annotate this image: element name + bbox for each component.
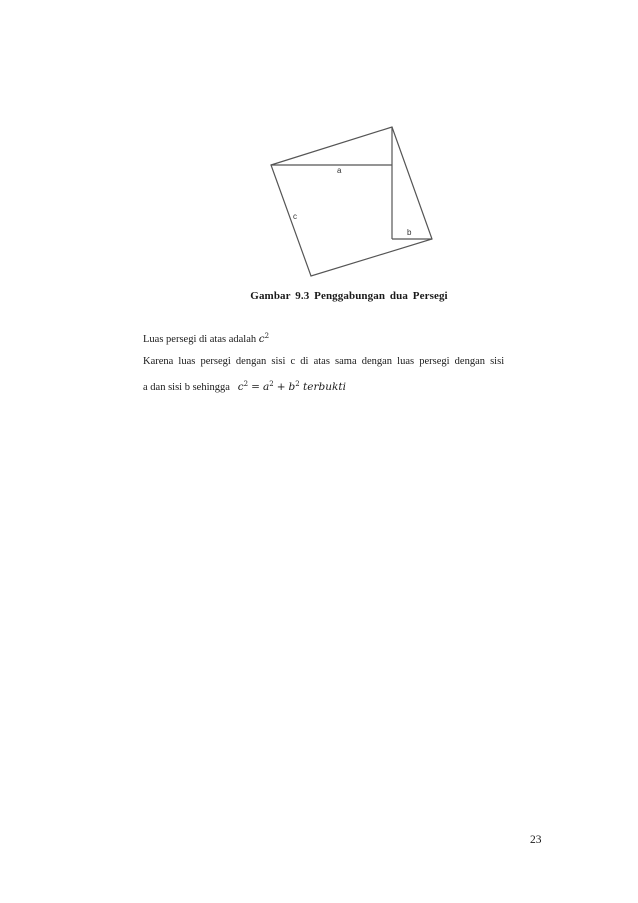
text-line-1 bbox=[143, 332, 269, 345]
figure-caption: Gambar 9.3 Penggabungan dua Persegi bbox=[250, 290, 448, 302]
combined-squares-figure bbox=[0, 0, 638, 290]
math-c-squared bbox=[259, 333, 269, 345]
eq-equals: = bbox=[251, 381, 260, 393]
eq-exp-a: 2 bbox=[269, 380, 274, 388]
eq-var-b: b bbox=[288, 381, 296, 393]
tilted-square-outline bbox=[271, 127, 432, 276]
pythagoras-equation bbox=[238, 381, 346, 393]
text-line-2: Karena luas persegi dengan sisi c di atas sama dengan luas persegi dengan sisi bbox=[143, 356, 505, 367]
eq-var-a: a bbox=[262, 381, 270, 393]
label-b: b bbox=[407, 228, 412, 237]
eq-suffix: terbukti bbox=[303, 381, 346, 393]
eq-exp-b: 2 bbox=[295, 380, 300, 388]
line3-text: a dan sisi b sehingga bbox=[143, 382, 230, 393]
page-number: 23 bbox=[530, 834, 542, 846]
math-exp: 2 bbox=[264, 332, 270, 340]
eq-exp-c: 2 bbox=[243, 380, 249, 388]
label-c: c bbox=[293, 212, 297, 221]
line1-text: Luas persegi di atas adalah bbox=[143, 334, 257, 345]
eq-var-c: c bbox=[237, 381, 244, 393]
eq-plus: + bbox=[276, 381, 286, 393]
math-var-c: c bbox=[258, 333, 265, 345]
label-a: a bbox=[337, 166, 342, 175]
text-line-3 bbox=[143, 380, 346, 393]
